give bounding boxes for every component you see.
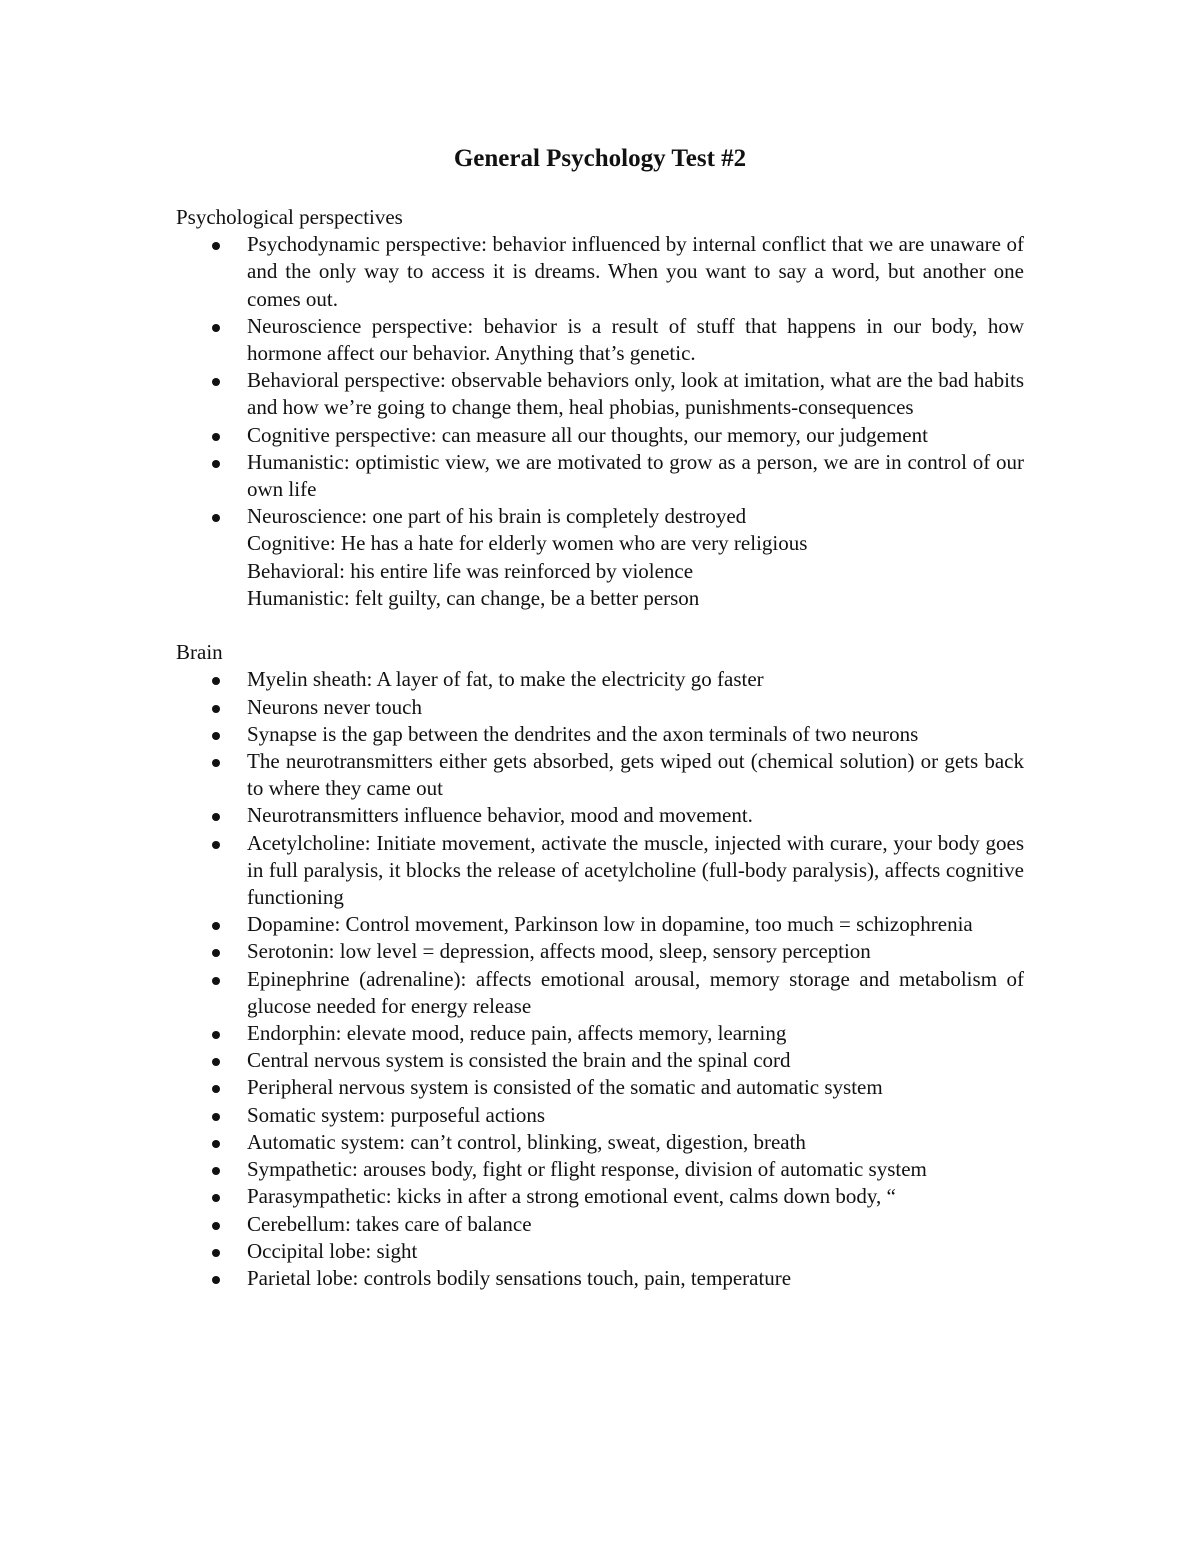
bullet-icon <box>212 841 220 849</box>
bullet-icon <box>212 1249 220 1257</box>
list-item <box>176 1238 1024 1265</box>
bullet-icon <box>212 378 220 386</box>
list-item-text: Sympathetic: arouses body, fight or flight response, division of automatic system <box>247 1157 927 1182</box>
list-item-continuation: Humanistic: felt guilty, can change, be a better person <box>247 585 700 610</box>
list-item-text: Synapse is the gap between the dendrites and the axon terminals of two neurons <box>247 721 919 746</box>
list-item <box>176 1102 1024 1129</box>
bullet-icon <box>212 705 220 713</box>
list-item-text: Peripheral nervous system is consisted of the somatic and automatic system <box>247 1075 883 1100</box>
section-heading: Psychological perspectives <box>176 205 403 229</box>
list-item-text: The neurotransmitters either gets absorbed, gets wiped out (chemical solution) or gets back to where they came out <box>247 749 1024 801</box>
bullet-icon <box>212 433 220 441</box>
bullet-icon <box>212 759 220 767</box>
list-item-text: Serotonin: low level = depression, affects mood, sleep, sensory perception <box>247 939 871 964</box>
list-item-text: Myelin sheath: A layer of fat, to make the electricity go faster <box>247 667 764 692</box>
list-item <box>176 1129 1024 1156</box>
bullet-icon <box>212 1222 220 1230</box>
list-item-text: Somatic system: purposeful actions <box>247 1102 546 1127</box>
list-item-continuation: Behavioral: his entire life was reinforced by violence <box>247 558 694 583</box>
bullet-list <box>176 231 1024 612</box>
list-item <box>176 231 1024 313</box>
list-item <box>176 422 1024 449</box>
list-item <box>176 1020 1024 1047</box>
list-item <box>176 1156 1024 1183</box>
bullet-icon <box>212 1058 220 1066</box>
bullet-icon <box>212 677 220 685</box>
list-item-text: Central nervous system is consisted the brain and the spinal cord <box>247 1048 791 1073</box>
section-spacer <box>176 612 1024 639</box>
bullet-icon <box>212 460 220 468</box>
list-item-text: Parasympathetic: kicks in after a strong emotional event, calms down body, “ <box>247 1184 896 1209</box>
list-item-text: Epinephrine (adrenaline): affects emotional arousal, memory storage and metabolism of glucose needed for energy release <box>247 966 1024 1018</box>
section-brain <box>176 639 1024 1292</box>
bullet-icon <box>212 922 220 930</box>
bullet-icon <box>212 732 220 740</box>
list-item <box>176 938 1024 965</box>
list-item <box>176 1183 1024 1210</box>
section-heading: Brain <box>176 640 223 665</box>
bullet-icon <box>212 1276 220 1284</box>
bullet-icon <box>212 1140 220 1148</box>
bullet-icon <box>212 324 220 332</box>
bullet-icon <box>212 949 220 957</box>
list-item-text: Endorphin: elevate mood, reduce pain, affects memory, learning <box>247 1021 787 1046</box>
bullet-icon <box>212 1194 220 1202</box>
list-item-text: Occipital lobe: sight <box>247 1238 418 1263</box>
list-item-text: Psychodynamic perspective: behavior influenced by internal conflict that we are unaware of and the only way to access it is dreams. When you want to say a word, but another one comes out. <box>247 232 1024 311</box>
bullet-icon <box>212 1085 220 1093</box>
list-item-text: Neuroscience: one part of his brain is completely destroyed <box>247 504 747 529</box>
list-item <box>176 748 1024 802</box>
list-item-text: Parietal lobe: controls bodily sensations touch, pain, temperature <box>247 1265 792 1290</box>
bullet-list <box>176 666 1024 1292</box>
bullet-icon <box>212 1113 220 1121</box>
list-item <box>176 1074 1024 1101</box>
list-item <box>176 1211 1024 1238</box>
list-item <box>176 666 1024 693</box>
section-psychological-perspectives <box>176 204 1024 612</box>
bullet-icon <box>212 1167 220 1175</box>
bullet-icon <box>212 1031 220 1039</box>
list-item <box>176 1265 1024 1292</box>
list-item-text: Acetylcholine: Initiate movement, activate the muscle, injected with curare, your body goes in full paralysis, it blocks the release of acetylcholine (full-body paralysis), affects cognitive functioning <box>247 830 1024 910</box>
list-item-text: Cognitive perspective: can measure all our thoughts, our memory, our judgement <box>247 422 928 447</box>
list-item <box>176 911 1024 938</box>
list-item-continuation: Cognitive: He has a hate for elderly women who are very religious <box>247 531 808 556</box>
bullet-icon <box>212 242 220 250</box>
list-item <box>176 802 1024 829</box>
list-item <box>176 367 1024 421</box>
list-item <box>176 1047 1024 1074</box>
list-item-text: Behavioral perspective: observable behaviors only, look at imitation, what are the bad habits and how we’re going to change them, heal phobias, punishments-consequences <box>247 368 1024 420</box>
page-title: General Psychology Test #2 <box>453 145 747 172</box>
bullet-icon <box>212 813 220 821</box>
list-item-text: Humanistic: optimistic view, we are motivated to grow as a person, we are in control of our own life <box>247 449 1024 502</box>
bullet-icon <box>212 514 220 522</box>
list-item <box>176 503 1024 612</box>
list-item-text: Cerebellum: takes care of balance <box>247 1211 532 1236</box>
list-item-text: Dopamine: Control movement, Parkinson low in dopamine, too much = schizophrenia <box>247 912 973 937</box>
list-item <box>176 449 1024 503</box>
list-item-text: Neurotransmitters influence behavior, mood and movement. <box>247 803 753 828</box>
list-item <box>176 694 1024 721</box>
list-item <box>176 830 1024 912</box>
document-body <box>176 204 1024 1292</box>
list-item-text: Automatic system: can’t control, blinking, sweat, digestion, breath <box>247 1129 806 1154</box>
list-item-text: Neurons never touch <box>247 694 422 719</box>
bullet-icon <box>212 977 220 985</box>
list-item <box>176 313 1024 367</box>
list-item <box>176 966 1024 1020</box>
list-item <box>176 721 1024 748</box>
list-item-text: Neuroscience perspective: behavior is a result of stuff that happens in our body, how hormone affect our behavior. Anything that’s genetic. <box>247 313 1024 366</box>
